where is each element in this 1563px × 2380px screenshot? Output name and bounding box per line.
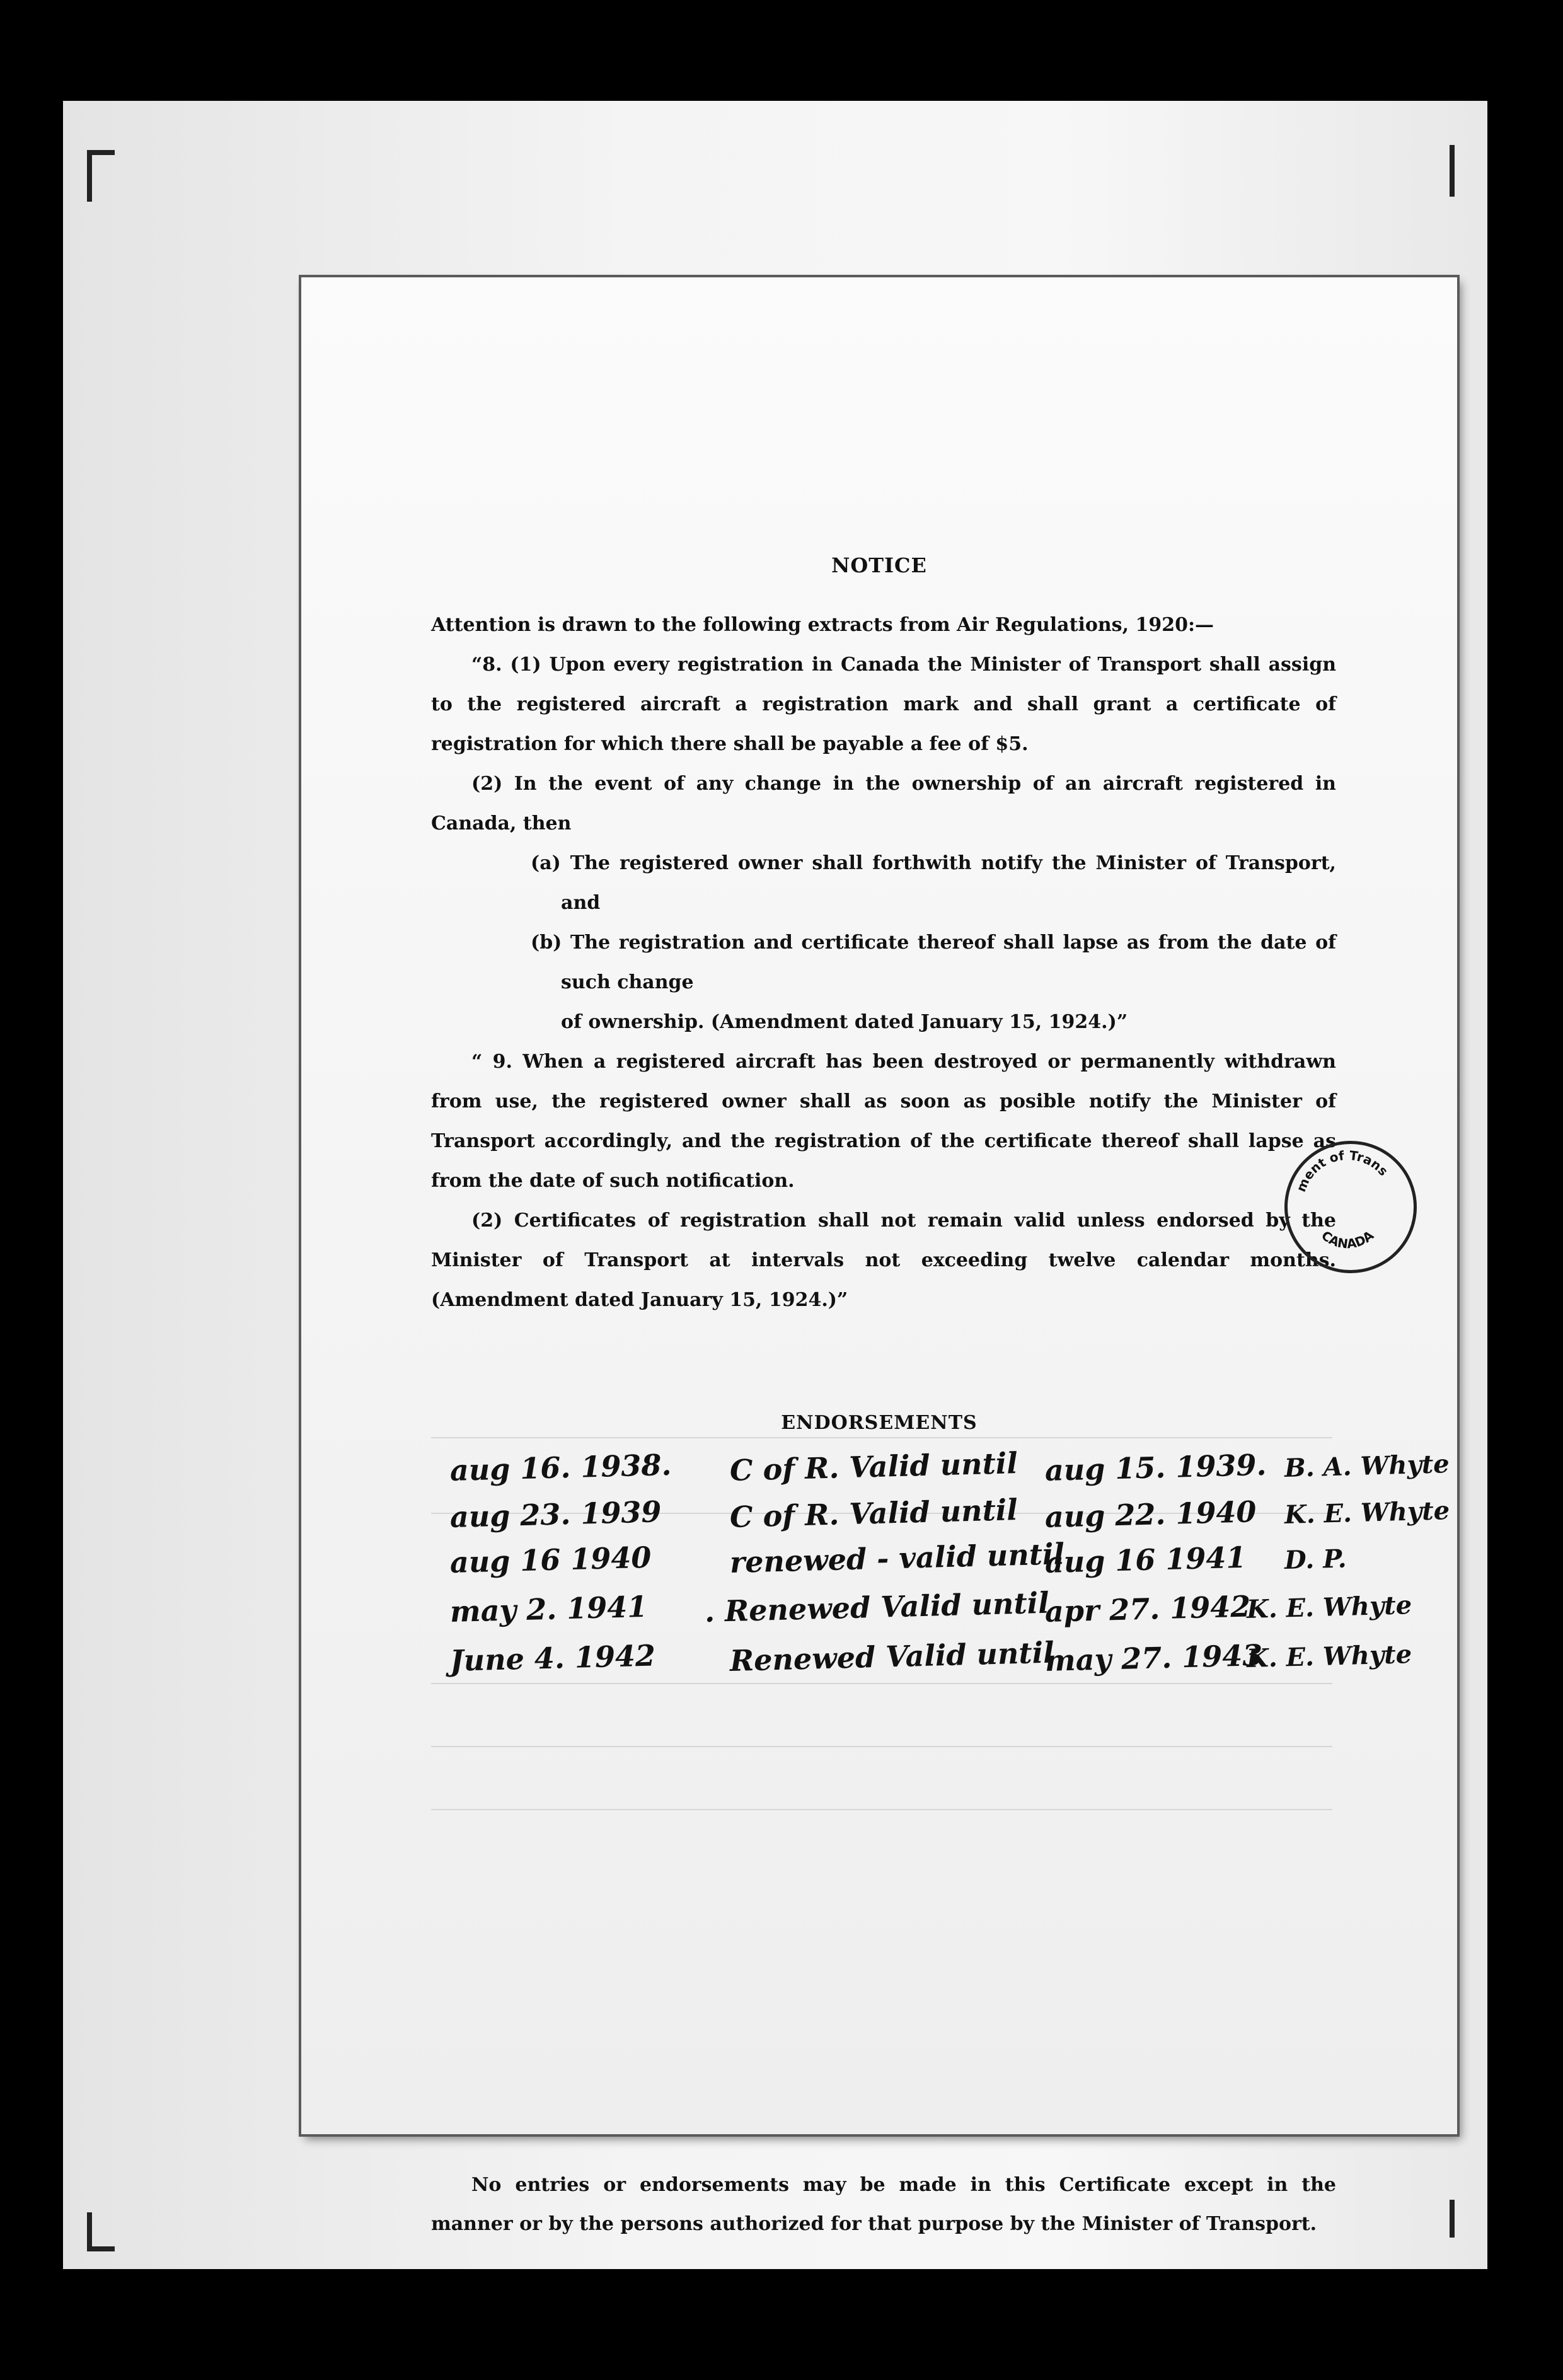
- regulation-9-2: (2) Certificates of registration shall not remain valid unless endorsed by the Minister of Transport at intervals not exceeding twelve calendar months. (Amendment dated January 15, 1924.)”: [431, 1210, 1336, 1311]
- regulation-8-2b-line2: of ownership. (Amendment dated January 15, 1924.)”: [561, 1011, 1128, 1033]
- stamp-top-text: ment of Trans: [1293, 1147, 1392, 1194]
- endorsement-text: renewed - valid until: [729, 1537, 1065, 1580]
- stamp-bottom-text: CANADA: [1318, 1227, 1377, 1252]
- svg-text:ment of Trans: [1293, 1148, 1391, 1194]
- notice-intro: Attention is drawn to the following extracts from Air Regulations, 1920:—: [431, 614, 1214, 636]
- certificate-sheet: [301, 277, 1457, 2235]
- endorsement-date: aug 16. 1938.: [449, 1447, 672, 1488]
- endorsement-date: may 2. 1941: [449, 1589, 648, 1629]
- endorsement-signature: K. E. Whyte: [1246, 1639, 1412, 1673]
- crop-mark-top-right: [1450, 145, 1455, 197]
- endorsement-signature: K. E. Whyte: [1246, 1590, 1412, 1624]
- footer-notice: [431, 2166, 1336, 2244]
- stamp-ring-icon: [1284, 1141, 1410, 1267]
- endorsement-date: aug 23. 1939: [449, 1494, 662, 1534]
- footer-text: No entries or endorsements may be made in this Certificate except in the manner or by the persons authorized for that purpose by the Minister of Transport.: [431, 2174, 1336, 2235]
- endorsement-text: Renewed Valid until: [729, 1635, 1055, 1678]
- bleed-through-line: [431, 1683, 1332, 1684]
- regulation-8-2a: (a) The registered owner shall forthwith notify the Minister of Transport, and: [531, 852, 1336, 914]
- endorsement-text: . Renewed Valid until: [704, 1585, 1050, 1629]
- endorsement-until: may 27. 1943: [1044, 1638, 1263, 1678]
- endorsement-until: aug 16 1941: [1044, 1540, 1247, 1580]
- regulation-8-1: “8. (1) Upon every registration in Canada the Minister of Transport shall assign to the registered aircraft a registration mark and shall grant a certificate of registration for which there shall be payable a fee of $5.: [431, 654, 1336, 755]
- crop-mark-bottom-right: [1450, 2200, 1455, 2238]
- bleed-through-line: [431, 1437, 1332, 1438]
- crop-mark-bottom-left-h: [87, 2246, 115, 2251]
- endorsement-until: aug 22. 1940: [1044, 1494, 1257, 1534]
- endorsement-text: C of R. Valid until: [729, 1446, 1018, 1488]
- regulation-9-1: “ 9. When a registered aircraft has been destroyed or permanently withdrawn from use, the registered owner shall as soon as posible notify the Minister of Transport accordingly, and the registration of the certificate thereof shall lapse as from the date of such notification.: [431, 1051, 1336, 1192]
- endorsements-title: ENDORSEMENTS: [781, 1412, 978, 1434]
- endorsement-signature: B. A. Whyte: [1284, 1449, 1450, 1483]
- endorsement-date: June 4. 1942: [449, 1638, 656, 1678]
- svg-text:CANADA: [1318, 1227, 1376, 1251]
- endorsement-signature: K. E. Whyte: [1284, 1496, 1450, 1530]
- endorsement-until: apr 27. 1942: [1044, 1589, 1251, 1629]
- endorsement-text: C of R. Valid until: [729, 1493, 1018, 1534]
- endorsement-date: aug 16 1940: [449, 1540, 652, 1580]
- notice-body: [431, 605, 1336, 1320]
- regulation-8-2b-line1: (b) The registration and certificate thereof shall lapse as from the date of such change: [531, 932, 1336, 993]
- endorsement-until: aug 15. 1939.: [1044, 1447, 1267, 1488]
- notice-title: NOTICE: [831, 553, 927, 577]
- regulation-8-2: (2) In the event of any change in the ownership of an aircraft registered in Canada, then: [431, 773, 1336, 835]
- bleed-through-line: [431, 1809, 1332, 1810]
- endorsement-signature: D. P.: [1284, 1544, 1347, 1575]
- bleed-through-line: [431, 1746, 1332, 1747]
- department-stamp: [1284, 1141, 1417, 1273]
- crop-mark-bottom-left: [87, 2212, 92, 2250]
- crop-mark-top-left-h: [87, 150, 115, 155]
- crop-mark-top-left: [87, 150, 92, 202]
